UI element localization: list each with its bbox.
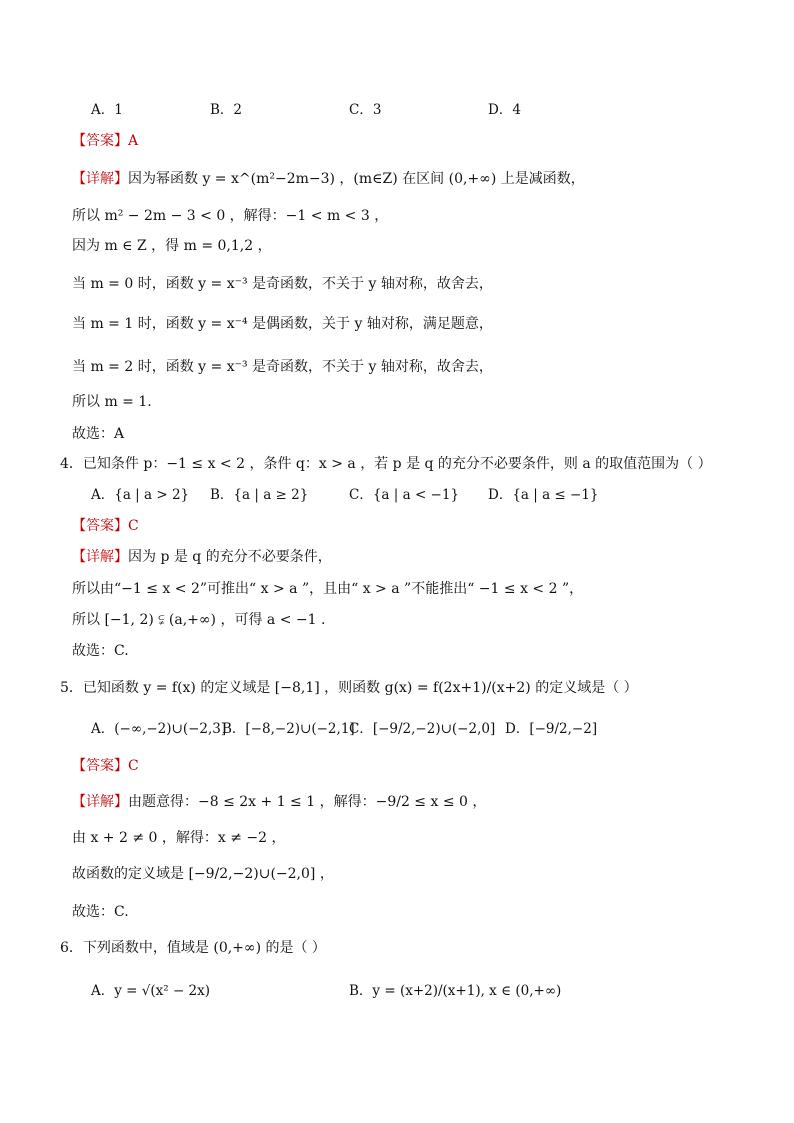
detail-text: 由题意得：−8 ≤ 2x + 1 ≤ 1 ，解得：−9/2 ≤ x ≤ 0 ， [128, 794, 487, 810]
q5-option-d: D．[−9/2,−2] [505, 721, 598, 737]
q4-option-c: C．{a | a < −1} [349, 487, 460, 503]
q3-detail-line-8: 故选：A [72, 426, 125, 442]
q5-option-a: A．(−∞,−2)∪(−2,3] [91, 721, 227, 737]
q4-detail-line-3: 所以 [−1, 2) ⫋ (a,+∞) ，可得 a < −1 . [72, 612, 326, 628]
q3-detail-line-6: 当 m = 2 时，函数 y = x⁻³ 是奇函数，不关于 y 轴对称，故舍去， [72, 359, 493, 375]
detail-label: 【详解】 [72, 794, 128, 810]
q4-option-b: B．{a | a ≥ 2} [210, 487, 309, 503]
q3-answer [72, 131, 138, 151]
q5-detail-line-4: 故选：C. [72, 904, 129, 920]
detail-label: 【详解】 [72, 171, 128, 187]
q6-option-a: A．y = √(x² − 2x) [91, 983, 211, 999]
q3-detail-line-5: 当 m = 1 时，函数 y = x⁻⁴ 是偶函数，关于 y 轴对称，满足题意， [72, 316, 493, 332]
q5-option-c: C．[−9/2,−2)∪(−2,0] [349, 721, 496, 737]
q4-detail-line-4: 故选：C. [72, 643, 129, 659]
q4-answer [72, 516, 139, 536]
q4-detail-line-1 [72, 547, 332, 567]
answer-label: 【答案】 [72, 518, 128, 534]
q3-option-c: C．3 [349, 102, 382, 118]
answer-value: C [128, 518, 139, 534]
q4-option-a: A．{a | a > 2} [91, 487, 190, 503]
q3-option-b: B．2 [210, 102, 243, 118]
q6-option-b: B．y = (x+2)/(x+1), x ∈ (0,+∞) [349, 983, 562, 999]
q5-option-b: B．[−8,−2)∪(−2,1] [222, 721, 355, 737]
detail-text: 因为 p 是 q 的充分不必要条件， [128, 549, 332, 565]
q3-detail-line-1 [72, 169, 585, 189]
answer-value: C [128, 758, 139, 774]
answer-label: 【答案】 [72, 758, 128, 774]
q3-detail-line-4: 当 m = 0 时，函数 y = x⁻³ 是奇函数，不关于 y 轴对称，故舍去， [72, 276, 493, 292]
q4-stem: 4．已知条件 p：−1 ≤ x < 2 ，条件 q：x > a ，若 p 是 q 的充分不必要条件，则 a 的取值范围为（ ） [60, 456, 712, 472]
answer-label: 【答案】 [72, 133, 128, 149]
q5-detail-line-1 [72, 792, 486, 812]
q5-detail-line-3: 故函数的定义域是 [−9/2,−2)∪(−2,0] ， [72, 866, 334, 882]
answer-value: A [128, 133, 139, 149]
q5-answer [72, 756, 139, 776]
q3-detail-line-2: 所以 m² − 2m − 3 < 0 ，解得：−1 < m < 3 ， [72, 208, 389, 224]
q3-detail-line-3: 因为 m ∈ Z ，得 m = 0,1,2 ， [72, 238, 272, 254]
q6-stem: 6．下列函数中，值域是 (0,+∞) 的是（ ） [60, 940, 326, 956]
q4-detail-line-2: 所以由“−1 ≤ x < 2”可推出“ x > a ”，且由“ x > a ”不能推出“ −1 ≤ x < 2 ”， [72, 581, 584, 597]
q4-option-d: D．{a | a ≤ −1} [488, 487, 599, 503]
q5-stem: 5．已知函数 y = f(x) 的定义域是 [−8,1] ，则函数 g(x) = f(2x+1)/(x+2) 的定义域是（ ） [60, 680, 638, 696]
q5-detail-line-2: 由 x + 2 ≠ 0 ，解得：x ≠ −2 ， [72, 830, 286, 846]
q3-option-d: D．4 [488, 102, 521, 118]
q3-option-a: A．1 [91, 102, 123, 118]
detail-text: 因为幂函数 y = x^(m²−2m−3) ，(m∈Z) 在区间 (0,+∞) 上是减函数， [128, 171, 585, 187]
detail-label: 【详解】 [72, 549, 128, 565]
q3-detail-line-7: 所以 m = 1. [72, 394, 152, 410]
